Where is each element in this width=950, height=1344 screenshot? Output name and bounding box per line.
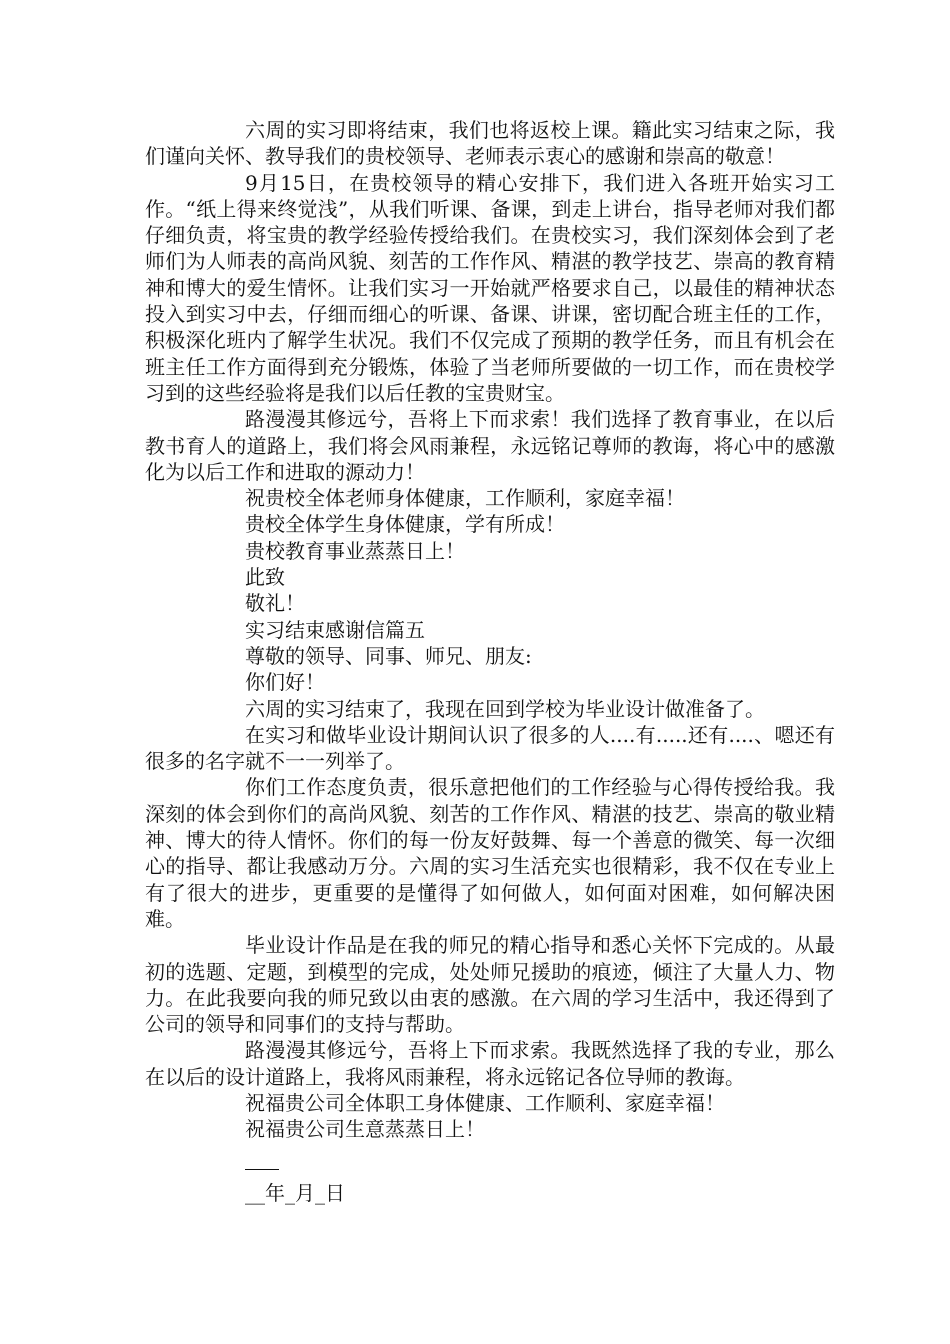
paragraph-attitude: 你们工作态度负责，很乐意把他们的工作经验与心得传授给我。我深刻的体会到你们的高尚风貌、刻苦的工作作风、精湛的技艺、崇高的敬业精神、博大的待人情怀。你们的每一份友好鼓舞、每一个善意的微笑、每一次细心的指导、都让我感动万分。六周的实习生活充实也很精彩，我不仅在专业上有了很大的进步，更重要的是懂得了如何做人，如何面对困难，如何解决困难。 <box>145 775 835 931</box>
paragraph-opening: 六周的实习即将结束，我们也将返校上课。籍此实习结束之际，我们谨向关怀、教导我们的贵校领导、老师表示衷心的感谢和崇高的敬意！ <box>145 118 835 169</box>
paragraph-internship: 9月15日，在贵校领导的精心安排下，我们进入各班开始实习工作。“纸上得来终觉浅”，从我们听课、备课，到走上讲台，指导老师对我们都仔细负责，将宝贵的教学经验传授给我们。在贵校实习，我们深刻体会到了老师们为人师表的高尚风貌、刻苦的工作作风、精湛的教学技艺、崇高的教育精神和博大的爱生情怀。让我们实习一开始就严格要求自己，以最佳的精神状态投入到实习中去，仔细而细心的听课、备课、讲课，密切配合班主任的工作，积极深化班内了解学生状况。我们不仅完成了预期的教学任务，而且有机会在班主任工作方面得到充分锻炼，体验了当老师所要做的一切工作，而在贵校学习到的这些经验将是我们以后任教的宝贵财宝。 <box>145 170 835 405</box>
blank-line <box>145 1143 835 1169</box>
paragraph-people: 在实习和做毕业设计期间认识了很多的人....有.....还有....、嗯还有很多的名字就不一一列举了。 <box>145 722 835 774</box>
greeting: 你们好！ <box>245 670 325 695</box>
date-line: __年_月_日 <box>245 1180 345 1205</box>
letter-body <box>145 117 835 1206</box>
wish-teachers: 祝贵校全体老师身体健康，工作顺利，家庭幸福！ <box>245 486 685 511</box>
paragraph-future: 路漫漫其修远兮，吾将上下而求索。我既然选择了我的专业，那么在以后的设计道路上，我将风雨兼程，将永远铭记各位导师的教诲。 <box>145 1038 835 1089</box>
closing-jingli: 敬礼！ <box>245 591 305 616</box>
salutation: 尊敬的领导、同事、师兄、朋友: <box>245 643 532 668</box>
signature-rule <box>245 1169 279 1180</box>
closing-cizhi: 此致 <box>245 565 285 590</box>
wish-company-business: 祝福贵公司生意蒸蒸日上！ <box>245 1117 485 1142</box>
wish-school: 贵校教育事业蒸蒸日上！ <box>245 538 465 563</box>
section-title: 实习结束感谢信篇五 <box>245 617 425 642</box>
paragraph-return: 六周的实习结束了，我现在回到学校为毕业设计做准备了。 <box>245 696 765 721</box>
wish-students: 贵校全体学生身体健康，学有所成！ <box>245 512 565 537</box>
paragraph-design: 毕业设计作品是在我的师兄的精心指导和悉心关怀下完成的。从最初的选题、定题，到模型的完成，处处师兄援助的痕迹，倾注了大量人力、物力。在此我要向我的师兄致以由衷的感激。在六周的学习生活中，我还得到了公司的领导和同事们的支持与帮助。 <box>145 933 835 1037</box>
paragraph-resolve: 路漫漫其修远兮，吾将上下而求索！我们选择了教育事业，在以后教书育人的道路上，我们将会风雨兼程，永远铭记尊师的教诲，将心中的感激化为以后工作和进取的源动力！ <box>145 407 835 484</box>
wish-company-staff: 祝福贵公司全体职工身体健康、工作顺利、家庭幸福！ <box>245 1090 725 1115</box>
